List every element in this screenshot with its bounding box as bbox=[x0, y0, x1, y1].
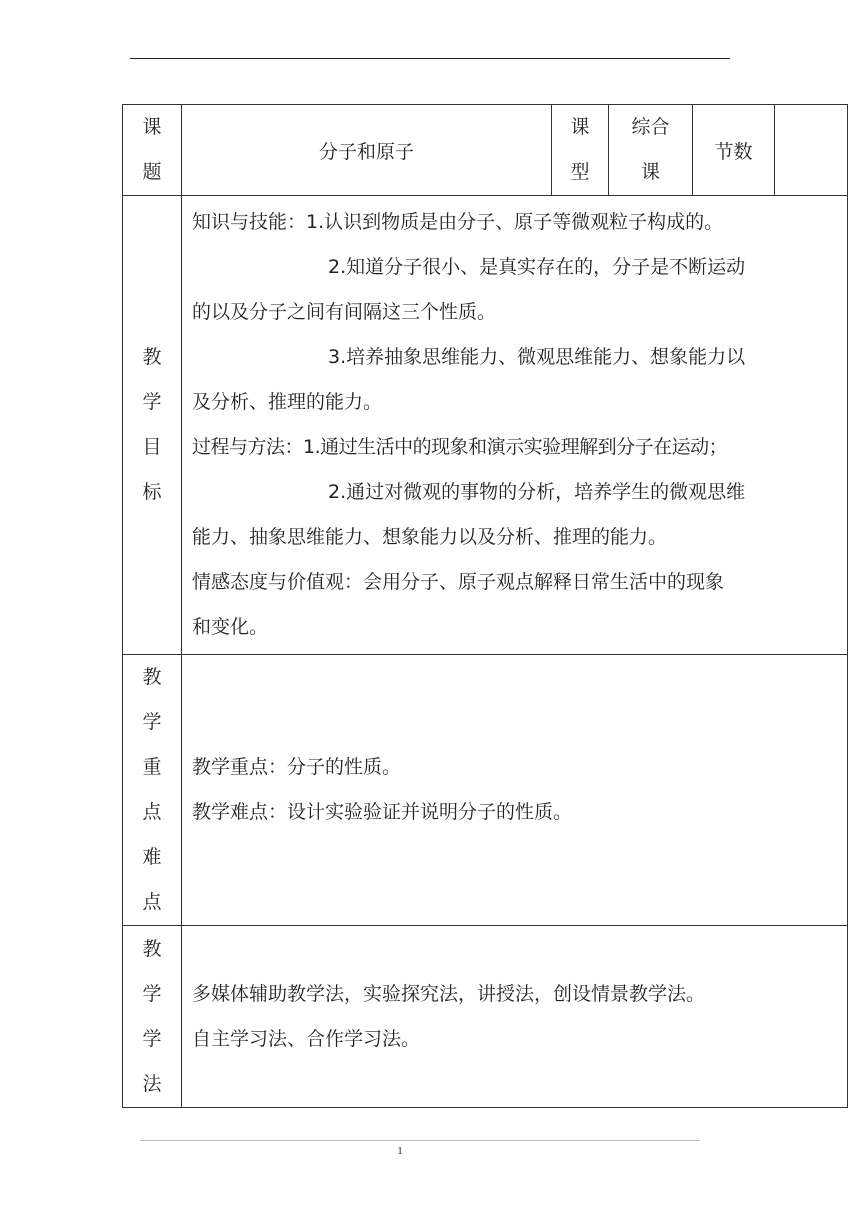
objective-line: 2.知道分子很小、是真实存在的，分子是不断运动 bbox=[328, 256, 746, 278]
objective-line: 过程与方法：1.通过生活中的现象和演示实验理解到分子在运动； bbox=[192, 436, 728, 458]
methods-label: 教 学 学 法 bbox=[123, 926, 182, 1108]
objective-line: 及分析、推理的能力。 bbox=[192, 391, 383, 413]
objectives-row bbox=[123, 196, 848, 655]
objective-line: 能力、抽象思维能力、想象能力以及分析、推理的能力。 bbox=[192, 526, 668, 548]
objective-line: 和变化。 bbox=[192, 616, 269, 638]
learning-methods: 自主学习法、合作学习法。 bbox=[192, 1027, 421, 1050]
nodes-label: 节数 bbox=[693, 105, 775, 196]
objective-line: 情感态度与价值观：会用分子、原子观点解释日常生活中的现象 bbox=[192, 571, 725, 593]
key-point-difficulty: 教学难点：设计实验验证并说明分子的性质。 bbox=[192, 801, 573, 823]
topic-row bbox=[123, 105, 848, 196]
type-label: 课 型 bbox=[552, 105, 609, 196]
key-points-row bbox=[123, 655, 848, 926]
key-points-label: 教 学 重 点 难 点 bbox=[123, 655, 182, 926]
teaching-methods: 多媒体辅助教学法，实验探究法，讲授法，创设情景教学法。 bbox=[192, 982, 706, 1005]
key-points-content bbox=[182, 655, 848, 926]
type-value: 综合 课 bbox=[609, 105, 693, 196]
header-rule bbox=[130, 58, 730, 59]
footer-rule bbox=[140, 1140, 700, 1141]
page-number: 1 bbox=[397, 1145, 403, 1157]
objectives-label: 教 学 目 标 bbox=[123, 196, 182, 655]
objective-line: 的以及分子之间有间隔这三个性质。 bbox=[192, 301, 497, 323]
nodes-value bbox=[775, 105, 848, 196]
objective-line: 3.培养抽象思维能力、微观思维能力、想象能力以 bbox=[328, 346, 746, 368]
topic-value: 分子和原子 bbox=[182, 105, 552, 196]
key-point-focus: 教学重点：分子的性质。 bbox=[192, 756, 402, 778]
objectives-content bbox=[182, 196, 848, 655]
objective-line: 2.通过对微观的事物的分析，培养学生的微观思维 bbox=[328, 481, 746, 503]
methods-content bbox=[182, 926, 848, 1108]
methods-row bbox=[123, 926, 848, 1108]
topic-label: 课 题 bbox=[123, 105, 182, 196]
objective-line: 知识与技能：1.认识到物质是由分子、原子等微观粒子构成的。 bbox=[192, 211, 724, 233]
lesson-plan-table bbox=[122, 104, 848, 1108]
